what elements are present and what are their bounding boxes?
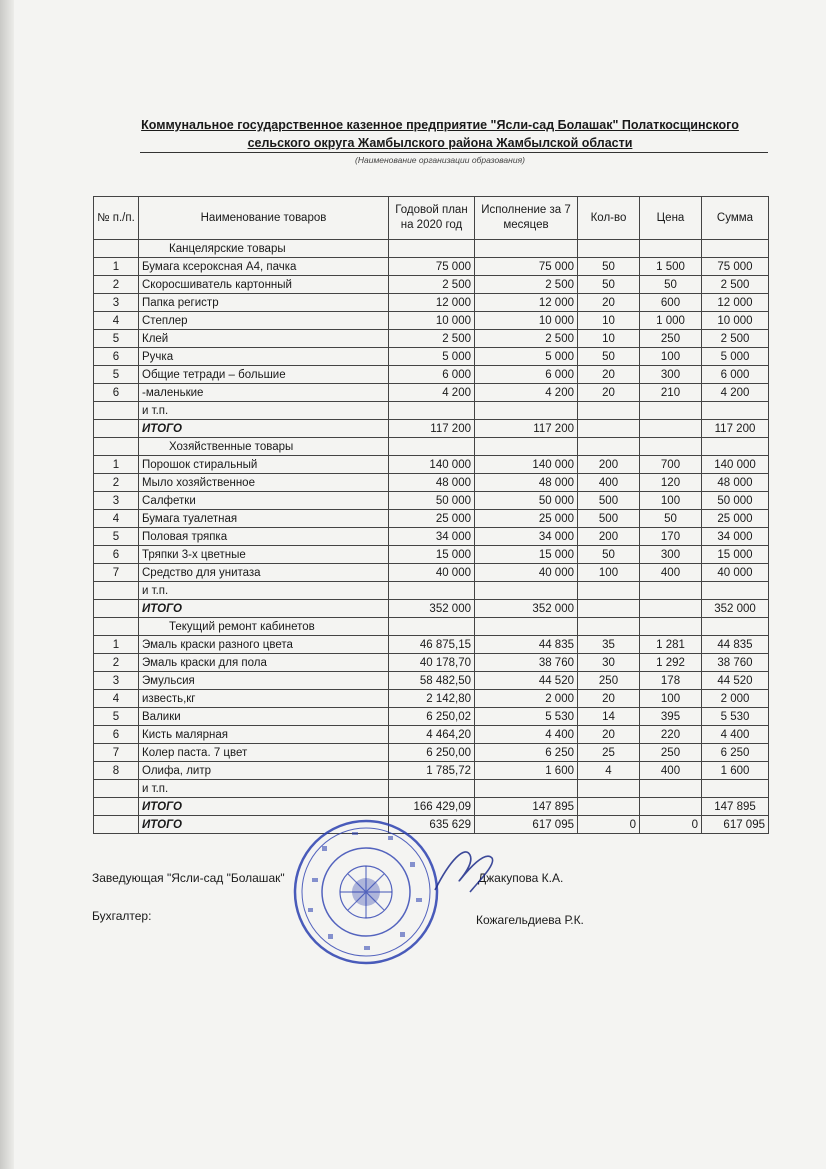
cell-no: 3 [94, 294, 139, 312]
cell-exec: 34 000 [475, 528, 578, 546]
cell-name: и т.п. [139, 402, 389, 420]
table-row [94, 258, 769, 276]
cell-price: 250 [640, 744, 702, 762]
cell-sum: 34 000 [702, 528, 769, 546]
cell-empty [94, 420, 139, 438]
cell-exec: 44 835 [475, 636, 578, 654]
cell-no: 3 [94, 492, 139, 510]
total-price [640, 600, 702, 618]
cell-name: Бумага ксероксная А4, пачка [139, 258, 389, 276]
cell-exec: 1 600 [475, 762, 578, 780]
cell-plan: 46 875,15 [389, 636, 475, 654]
cell-exec [475, 780, 578, 798]
total-label: ИТОГО [139, 420, 389, 438]
cell-name: Степлер [139, 312, 389, 330]
col-header-sum: Сумма [702, 197, 769, 240]
org-underline [140, 152, 768, 153]
cell-qty: 50 [578, 276, 640, 294]
cell-exec: 5 000 [475, 348, 578, 366]
table-body [94, 240, 769, 834]
cell-plan: 2 500 [389, 276, 475, 294]
table-row [94, 744, 769, 762]
cell-price: 1 500 [640, 258, 702, 276]
cell-name: Порошок стиральный [139, 456, 389, 474]
cell-empty [475, 618, 578, 636]
cell-name: Эмульсия [139, 672, 389, 690]
table-row [94, 690, 769, 708]
cell-name: Тряпки 3-х цветные [139, 546, 389, 564]
cell-exec [475, 582, 578, 600]
table-row [94, 510, 769, 528]
total-plan: 117 200 [389, 420, 475, 438]
cell-qty: 500 [578, 492, 640, 510]
cell-qty: 20 [578, 294, 640, 312]
cell-empty [94, 798, 139, 816]
cell-name: Средство для унитаза [139, 564, 389, 582]
cell-empty [475, 438, 578, 456]
cell-qty: 50 [578, 348, 640, 366]
cell-price: 400 [640, 564, 702, 582]
cell-exec: 4 200 [475, 384, 578, 402]
section-title: Канцелярские товары [139, 240, 389, 258]
cell-name: Папка регистр [139, 294, 389, 312]
cell-no: 5 [94, 708, 139, 726]
table-row [94, 474, 769, 492]
total-exec: 352 000 [475, 600, 578, 618]
section-title-row [94, 438, 769, 456]
table-row [94, 312, 769, 330]
col-header-qty: Кол-во [578, 197, 640, 240]
cell-sum: 5 530 [702, 708, 769, 726]
org-name-line-1: Коммунальное государственное казенное предприятие "Ясли-сад Болашак" Полаткосщинского [141, 118, 739, 132]
cell-exec: 2 500 [475, 330, 578, 348]
cell-qty: 200 [578, 528, 640, 546]
cell-qty [578, 402, 640, 420]
cell-exec: 48 000 [475, 474, 578, 492]
cell-price: 170 [640, 528, 702, 546]
cell-price [640, 402, 702, 420]
cell-exec: 38 760 [475, 654, 578, 672]
section-total-row [94, 600, 769, 618]
table-row [94, 546, 769, 564]
cell-qty [578, 780, 640, 798]
total-exec: 147 895 [475, 798, 578, 816]
cell-empty [475, 240, 578, 258]
table-row [94, 294, 769, 312]
cell-qty: 20 [578, 690, 640, 708]
col-header-name: Наименование товаров [139, 197, 389, 240]
cell-name: Половая тряпка [139, 528, 389, 546]
total-label: ИТОГО [139, 600, 389, 618]
cell-sum: 4 200 [702, 384, 769, 402]
grand-total-plan: 635 629 [389, 816, 475, 834]
cell-qty: 50 [578, 546, 640, 564]
accountant-label: Бухгалтер: [92, 909, 152, 923]
cell-no: 1 [94, 456, 139, 474]
grand-total-price: 0 [640, 816, 702, 834]
cell-name: Общие тетради – большие [139, 366, 389, 384]
cell-qty: 100 [578, 564, 640, 582]
cell-qty [578, 582, 640, 600]
total-sum: 352 000 [702, 600, 769, 618]
cell-empty [94, 600, 139, 618]
cell-sum: 44 520 [702, 672, 769, 690]
cell-price: 100 [640, 492, 702, 510]
cell-exec: 75 000 [475, 258, 578, 276]
total-qty [578, 600, 640, 618]
cell-plan [389, 780, 475, 798]
cell-qty: 20 [578, 366, 640, 384]
cell-name: Олифа, литр [139, 762, 389, 780]
cell-qty: 4 [578, 762, 640, 780]
cell-empty [578, 438, 640, 456]
total-price [640, 420, 702, 438]
cell-exec: 4 400 [475, 726, 578, 744]
table-row [94, 672, 769, 690]
cell-plan: 6 000 [389, 366, 475, 384]
cell-sum: 38 760 [702, 654, 769, 672]
col-header-price: Цена [640, 197, 702, 240]
cell-sum: 44 835 [702, 636, 769, 654]
cell-name: Колер паста. 7 цвет [139, 744, 389, 762]
section-title: Текущий ремонт кабинетов [139, 618, 389, 636]
cell-price: 50 [640, 276, 702, 294]
cell-sum: 25 000 [702, 510, 769, 528]
cell-qty: 20 [578, 726, 640, 744]
cell-plan: 6 250,02 [389, 708, 475, 726]
cell-price: 178 [640, 672, 702, 690]
cell-exec: 10 000 [475, 312, 578, 330]
cell-plan: 4 464,20 [389, 726, 475, 744]
cell-plan: 5 000 [389, 348, 475, 366]
cell-empty [640, 438, 702, 456]
handwritten-signature [430, 840, 500, 900]
cell-price: 50 [640, 510, 702, 528]
cell-no: 3 [94, 672, 139, 690]
cell-qty: 250 [578, 672, 640, 690]
cell-name: Салфетки [139, 492, 389, 510]
cell-price: 1 000 [640, 312, 702, 330]
total-sum: 147 895 [702, 798, 769, 816]
cell-price: 1 281 [640, 636, 702, 654]
cell-no: 6 [94, 348, 139, 366]
cell-empty [94, 816, 139, 834]
cell-price: 300 [640, 366, 702, 384]
cell-plan: 25 000 [389, 510, 475, 528]
total-plan: 166 429,09 [389, 798, 475, 816]
cell-name: Мыло хозяйственное [139, 474, 389, 492]
cell-no: 7 [94, 564, 139, 582]
section-title: Хозяйственные товары [139, 438, 389, 456]
table-row [94, 492, 769, 510]
cell-sum: 12 000 [702, 294, 769, 312]
table-row [94, 762, 769, 780]
section-total-row [94, 420, 769, 438]
table-row [94, 348, 769, 366]
cell-exec: 50 000 [475, 492, 578, 510]
cell-no: 4 [94, 510, 139, 528]
cell-exec: 40 000 [475, 564, 578, 582]
total-sum: 117 200 [702, 420, 769, 438]
cell-name: и т.п. [139, 780, 389, 798]
cell-price: 100 [640, 690, 702, 708]
cell-plan: 140 000 [389, 456, 475, 474]
total-plan: 352 000 [389, 600, 475, 618]
cell-plan: 2 500 [389, 330, 475, 348]
grand-total-exec: 617 095 [475, 816, 578, 834]
cell-name: Валики [139, 708, 389, 726]
table-row [94, 330, 769, 348]
cell-qty: 50 [578, 258, 640, 276]
cell-plan: 50 000 [389, 492, 475, 510]
cell-empty [702, 240, 769, 258]
cell-sum: 2 500 [702, 276, 769, 294]
cell-no: 4 [94, 690, 139, 708]
table-row [94, 780, 769, 798]
head-signature-label: Заведующая "Ясли-сад "Болашак" [92, 871, 285, 885]
cell-no: 8 [94, 762, 139, 780]
cell-price: 1 292 [640, 654, 702, 672]
cell-name: известь,кг [139, 690, 389, 708]
cell-no: 5 [94, 330, 139, 348]
cell-name: Ручка [139, 348, 389, 366]
table-row [94, 654, 769, 672]
cell-sum: 6 000 [702, 366, 769, 384]
cell-no: 5 [94, 366, 139, 384]
cell-empty [702, 438, 769, 456]
cell-empty [578, 618, 640, 636]
cell-no: 6 [94, 546, 139, 564]
cell-no: 1 [94, 636, 139, 654]
cell-sum: 48 000 [702, 474, 769, 492]
cell-sum [702, 402, 769, 420]
cell-price: 400 [640, 762, 702, 780]
table-row [94, 276, 769, 294]
total-qty [578, 798, 640, 816]
cell-exec: 140 000 [475, 456, 578, 474]
cell-plan: 40 000 [389, 564, 475, 582]
cell-price: 220 [640, 726, 702, 744]
cell-name: -маленькие [139, 384, 389, 402]
cell-name: Эмаль краски для пола [139, 654, 389, 672]
total-price [640, 798, 702, 816]
cell-exec: 6 000 [475, 366, 578, 384]
cell-sum: 2 500 [702, 330, 769, 348]
cell-qty: 10 [578, 330, 640, 348]
grand-total-label: ИТОГО [139, 816, 389, 834]
grand-total-qty: 0 [578, 816, 640, 834]
table-row [94, 726, 769, 744]
cell-plan: 12 000 [389, 294, 475, 312]
total-label: ИТОГО [139, 798, 389, 816]
cell-no: 2 [94, 654, 139, 672]
cell-sum: 1 600 [702, 762, 769, 780]
cell-sum: 50 000 [702, 492, 769, 510]
cell-qty: 400 [578, 474, 640, 492]
scan-edge [0, 0, 14, 1169]
table-row [94, 366, 769, 384]
cell-empty [94, 618, 139, 636]
cell-sum: 15 000 [702, 546, 769, 564]
cell-no: 2 [94, 474, 139, 492]
cell-price [640, 582, 702, 600]
total-qty [578, 420, 640, 438]
col-header-plan: Годовой план на 2020 год [389, 197, 475, 240]
cell-qty: 14 [578, 708, 640, 726]
cell-exec: 2 000 [475, 690, 578, 708]
cell-sum: 10 000 [702, 312, 769, 330]
goods-table [93, 196, 769, 834]
cell-price: 395 [640, 708, 702, 726]
cell-exec: 2 500 [475, 276, 578, 294]
cell-no [94, 582, 139, 600]
table-row [94, 582, 769, 600]
cell-empty [94, 438, 139, 456]
org-note: (Наименование организации образования) [355, 155, 525, 165]
cell-exec: 12 000 [475, 294, 578, 312]
cell-plan: 75 000 [389, 258, 475, 276]
table-row [94, 384, 769, 402]
cell-name: Скоросшиватель картонный [139, 276, 389, 294]
cell-no: 1 [94, 258, 139, 276]
cell-plan [389, 582, 475, 600]
table-row [94, 636, 769, 654]
cell-qty: 30 [578, 654, 640, 672]
table-row [94, 564, 769, 582]
cell-sum [702, 780, 769, 798]
col-header-no: № п./п. [94, 197, 139, 240]
cell-plan: 10 000 [389, 312, 475, 330]
cell-exec: 25 000 [475, 510, 578, 528]
cell-plan: 40 178,70 [389, 654, 475, 672]
cell-no: 6 [94, 384, 139, 402]
table-row [94, 528, 769, 546]
cell-plan: 4 200 [389, 384, 475, 402]
cell-sum: 2 000 [702, 690, 769, 708]
cell-no [94, 780, 139, 798]
cell-name: Бумага туалетная [139, 510, 389, 528]
cell-price [640, 780, 702, 798]
cell-plan: 6 250,00 [389, 744, 475, 762]
cell-price: 250 [640, 330, 702, 348]
cell-empty [578, 240, 640, 258]
section-title-row [94, 618, 769, 636]
cell-qty: 500 [578, 510, 640, 528]
cell-exec [475, 402, 578, 420]
section-title-row [94, 240, 769, 258]
cell-sum: 5 000 [702, 348, 769, 366]
org-note-wrap [120, 154, 760, 165]
cell-plan: 2 142,80 [389, 690, 475, 708]
cell-plan: 34 000 [389, 528, 475, 546]
cell-empty [702, 618, 769, 636]
cell-plan: 58 482,50 [389, 672, 475, 690]
cell-name: Клей [139, 330, 389, 348]
cell-exec: 15 000 [475, 546, 578, 564]
cell-empty [640, 240, 702, 258]
cell-exec: 5 530 [475, 708, 578, 726]
cell-empty [94, 240, 139, 258]
document-header [120, 116, 760, 152]
cell-qty: 200 [578, 456, 640, 474]
cell-plan: 48 000 [389, 474, 475, 492]
cell-no: 4 [94, 312, 139, 330]
cell-plan: 1 785,72 [389, 762, 475, 780]
cell-empty [389, 618, 475, 636]
cell-sum: 75 000 [702, 258, 769, 276]
cell-name: Кисть малярная [139, 726, 389, 744]
cell-sum: 6 250 [702, 744, 769, 762]
cell-plan [389, 402, 475, 420]
table-header-row [94, 197, 769, 240]
total-exec: 117 200 [475, 420, 578, 438]
cell-name: Эмаль краски разного цвета [139, 636, 389, 654]
cell-qty: 10 [578, 312, 640, 330]
grand-total-sum: 617 095 [702, 816, 769, 834]
cell-no: 6 [94, 726, 139, 744]
accountant-name: Кожагельдиева Р.К. [476, 913, 584, 927]
official-stamp [292, 818, 440, 966]
cell-empty [389, 438, 475, 456]
table-row [94, 402, 769, 420]
table-row [94, 708, 769, 726]
cell-empty [389, 240, 475, 258]
cell-qty: 20 [578, 384, 640, 402]
col-header-exec: Исполнение за 7 месяцев [475, 197, 578, 240]
cell-no: 7 [94, 744, 139, 762]
cell-sum [702, 582, 769, 600]
head-signature-name: Джакупова К.А. [478, 871, 564, 885]
cell-price: 700 [640, 456, 702, 474]
cell-qty: 35 [578, 636, 640, 654]
section-total-row [94, 798, 769, 816]
cell-price: 300 [640, 546, 702, 564]
cell-exec: 44 520 [475, 672, 578, 690]
table-row [94, 456, 769, 474]
cell-no: 5 [94, 528, 139, 546]
cell-price: 210 [640, 384, 702, 402]
cell-no: 2 [94, 276, 139, 294]
cell-price: 100 [640, 348, 702, 366]
cell-plan: 15 000 [389, 546, 475, 564]
cell-qty: 25 [578, 744, 640, 762]
cell-sum: 40 000 [702, 564, 769, 582]
org-name-line-2: сельского округа Жамбылского района Жамбылской области [247, 136, 633, 150]
cell-sum: 140 000 [702, 456, 769, 474]
cell-name: и т.п. [139, 582, 389, 600]
cell-empty [640, 618, 702, 636]
cell-no [94, 402, 139, 420]
cell-price: 600 [640, 294, 702, 312]
cell-exec: 6 250 [475, 744, 578, 762]
cell-price: 120 [640, 474, 702, 492]
cell-sum: 4 400 [702, 726, 769, 744]
